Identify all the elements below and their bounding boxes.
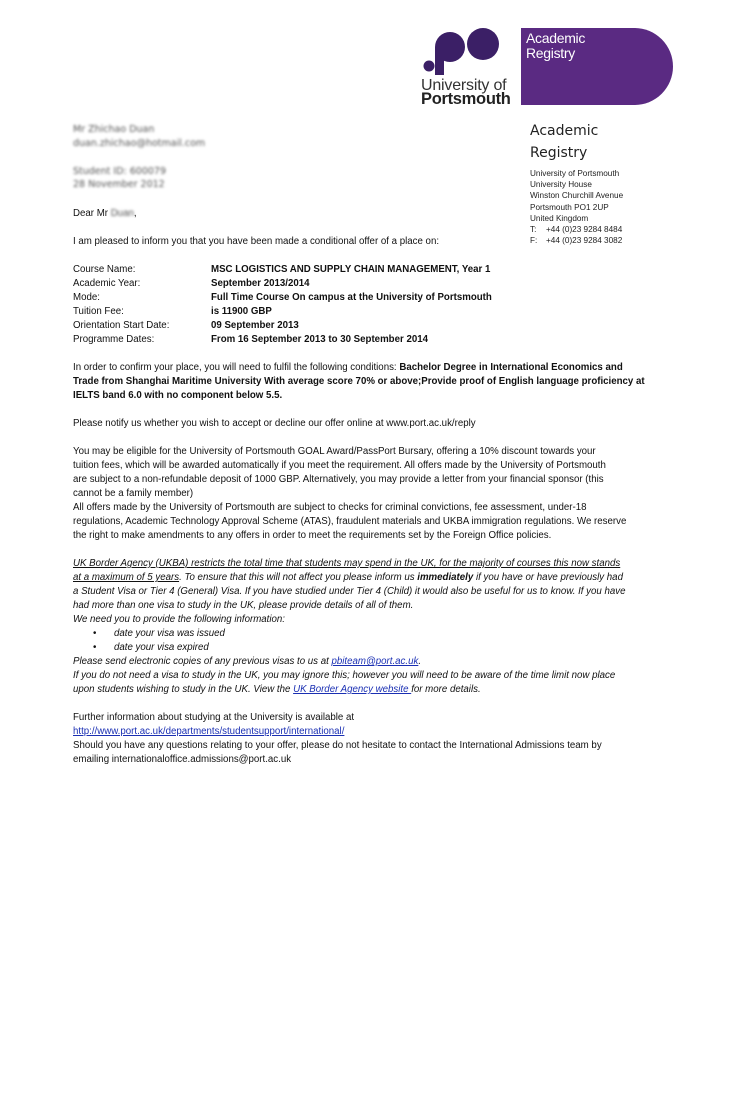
ukba-paragraph: UK Border Agency (UKBA) restricts the total time that students may spend in the UK, for the majority of courses this now stands at a maximum of 5 years. To ensure that this will not affect you please inform us immediately if you have or have previously had a Student Visa or Tier 4 (General) Visa. If you have studied under Tier 4 (Child) it would also be useful for us to know. If you have had more than one visa to study in the UK, please provide details of all of them. We need you to provide the following information: [73, 558, 626, 625]
address-line: Portsmouth PO1 2UP [530, 202, 609, 212]
offer-letter-page: University of Portsmouth Academic Registry Mr Zhichao Duan duan.zhichao@hotmail.com Student ID: 600079 28 November 2012 Academic Registry University of Portsmouth University House Winston Churchill Avenue Portsmouth PO1 2UP United Kingdom T: +44 (0)23 9284 8484 F: +44 (0)23 9284 3082 Dear Mr Duan, I am pleased to inform you that you have been made a conditional offer of a place on: Course Name: MSC LOGISTICS AND SUPPLY CHAIN MANAGEMENT, Year 1 Academic Year: September 2013/2014 Mode: Full Time Course On campus at the University of Portsmouth Tuition Fee: is 11900 GBP Orientation Start Date: 09 September 2013 Programme Dates: From 16 September 2013 to 30 September 2014 In order to confirm your place, you will need to fulfil the following conditions: Bachelor Degree in International Economics and Trade from Shanghai Maritime University With average score 70% or above;Provide proof of English language proficiency at IELTS band 6.0 with no component below 5.5. Please notify us whether you wish to accept or decline our offer online at www.port.ac.uk/reply You may be eligible for the University of Portsmouth GOAL Award/PassPort Bursary, offering a 10% discount towards your tuition fees, which will be awarded automatically if you meet the requirement. All offers made by the University of Portsmouth are subject to a non-refundable deposit of 1000 GBP. Alternatively, you may provide a letter from your financial sponsor (this cannot be a family member) All offers made by the University of Portsmouth are subject to checks for criminal convictions, fee assessment, under-18 regulations, Academic Technology Approval Scheme (ATAS), fraudulent materials and UKBA immigration regulations. We reserve the right to make amendments to any offers in order to meet the requirements set by the Foreign Office policies. UK Border Agency (UKBA) restricts the total time that students may spend in the UK, for the majority of courses this now stands at a maximum of 5 years. To ensure that this will not affect you please inform us immediately if you have or have previously had a Student Visa or Tier 4 (General) Visa. If you have studied under Tier 4 (Child) it would also be useful for us to know. If you have had more than one visa to study in the UK, please provide details of all of them. We need you to provide the following information: • date your visa was issued • date your visa expired Please send electronic copies of any previous visas to us at pbiteam@port.ac.uk. If you do not need a visa to study in the UK, you may ignore this; however you will need to be aware of the time limit now place upon students wishing to study in the UK. View the UK Border Agency website for more details. Further information about studying at the University is available at http://www.port.ac.uk/departments/studentsupport/international/ Should you have any questions relating to your offer, please do not hesitate to contact the International Admissions team by emailing internationaloffice.admissions@port.ac.uk [0, 0, 750, 1100]
intro-paragraph: I am pleased to inform you that you have been made a conditional offer of a place on: [73, 236, 440, 247]
conditions-paragraph: In order to confirm your place, you will need to fulfil the following conditions: Bachelor Degree in International Economics and Trade from Shanghai Maritime University With average score 70% or above;Provide proof of English language proficiency at IELTS band 6.0 with no component below 5.5. [73, 362, 645, 401]
logo-text-portsmouth: Portsmouth [421, 90, 511, 108]
address-line: University House [530, 180, 592, 190]
visa-instructions: Please send electronic copies of any previous visas to us at pbiteam@port.ac.uk. If you do not need a visa to study in the UK, you may ignore this; however you will need to be aware of the time limit now place upon students wishing to study in the UK. View the UK Border Agency website for more details. [73, 656, 616, 695]
salutation: Dear Mr Duan, [73, 208, 137, 219]
recipient-student-id: Student ID: 600079 [73, 166, 167, 177]
fax-line: F: +44 (0)23 9284 3082 [530, 236, 623, 246]
international-support-link[interactable]: http://www.port.ac.uk/departments/studentsupport/international/ [73, 726, 345, 737]
banner-line-1: Academic [526, 30, 586, 46]
bursary-paragraph: You may be eligible for the University of Portsmouth GOAL Award/PassPort Bursary, offering a 10% discount towards your tuition fees, which will be awarded automatically if you meet the requirement. All offers made by the University of Portsmouth are subject to a non-refundable deposit of 1000 GBP. Alternatively, you may provide a letter from your financial sponsor (this cannot be a family member) All offers made by the University of Portsmouth are subject to checks for criminal convictions, fee assessment, under-18 regulations, Academic Technology Approval Scheme (ATAS), fraudulent materials and UKBA immigration regulations. We reserve the right to make amendments to any offers in order to meet the requirements set by the Foreign Office policies. [73, 446, 627, 541]
pbiteam-email-link[interactable]: pbiteam@port.ac.uk [331, 656, 419, 667]
further-info-paragraph: Further information about studying at the University is available at http://www.port.ac.uk/departments/studentsupport/international/ Should you have any questions relating to your offer, please do not hesitate to contact the International Admissions team by emailing internationaloffice.admissions@port.ac.uk [73, 712, 602, 765]
ukba-website-link[interactable]: UK Border Agency website [293, 684, 412, 695]
sender-title-line-1: Academic [530, 123, 599, 139]
recipient-name: Mr Zhichao Duan [73, 124, 155, 135]
letter-date: 28 November 2012 [73, 179, 165, 190]
logo-text-university-of: University of [421, 77, 507, 94]
address-line: Winston Churchill Avenue [530, 191, 624, 201]
notify-paragraph: Please notify us whether you wish to accept or decline our offer online at www.port.ac.uk/reply [73, 418, 476, 429]
recipient-email: duan.zhichao@hotmail.com [73, 138, 206, 149]
address-line: University of Portsmouth [530, 169, 620, 178]
banner-line-2: Registry [526, 45, 575, 61]
university-logo-dots-icon [0, 0, 520, 80]
academic-registry-banner [521, 28, 673, 105]
telephone-line: T: +44 (0)23 9284 8484 [530, 225, 623, 235]
sender-title-line-2: Registry [530, 145, 588, 161]
address-line: United Kingdom [530, 213, 589, 223]
